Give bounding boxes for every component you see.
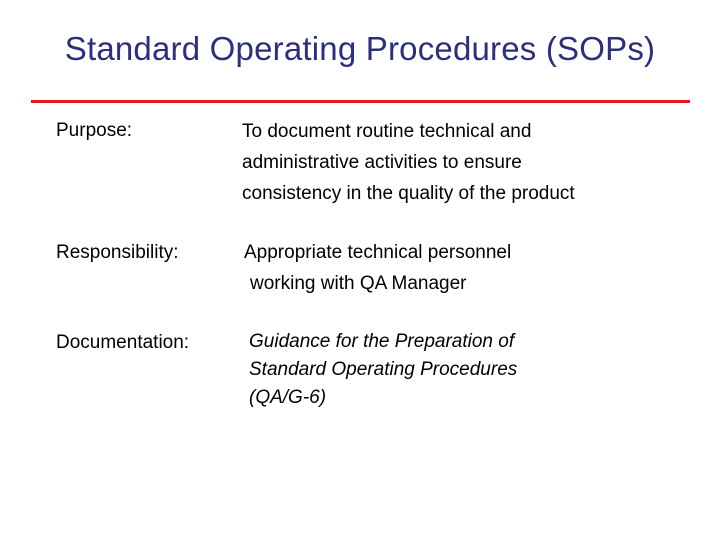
purpose-line: consistency in the quality of the product	[242, 183, 575, 204]
responsibility-line: Appropriate technical personnel	[244, 242, 512, 263]
purpose-line: To document routine technical and	[242, 121, 532, 142]
responsibility-text	[244, 237, 511, 299]
slide-title: Standard Operating Procedures (SOPs)	[64, 30, 656, 67]
documentation-line: Standard Operating Procedures	[249, 359, 518, 380]
documentation-text	[249, 328, 517, 412]
responsibility-label: Responsibility:	[56, 242, 179, 263]
purpose-label: Purpose:	[56, 120, 133, 141]
documentation-label: Documentation:	[56, 332, 190, 353]
purpose-line: administrative activities to ensure	[242, 152, 522, 173]
documentation-line: (QA/G-6)	[249, 387, 327, 408]
title-divider	[31, 100, 690, 103]
documentation-line: Guidance for the Preparation of	[249, 331, 515, 352]
purpose-text	[242, 116, 575, 209]
responsibility-line: working with QA Manager	[250, 273, 467, 294]
